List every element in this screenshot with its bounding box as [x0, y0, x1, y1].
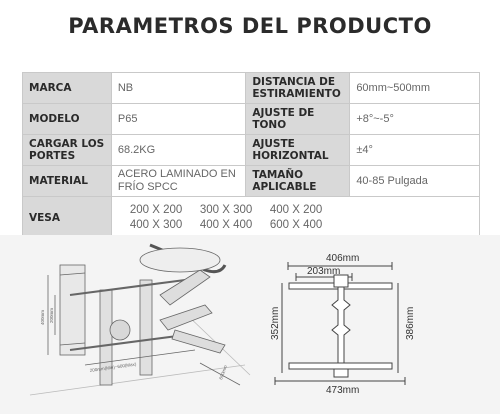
- horizontal-label: AJUSTE HORIZONTAL: [246, 135, 350, 166]
- spec-row: [23, 166, 480, 197]
- arc-bracket: [140, 248, 220, 272]
- dim-right-height: 386mm: [405, 306, 416, 340]
- bracket-right: [140, 280, 152, 375]
- modelo-value: P65: [111, 104, 245, 135]
- tamano-label: TAMAÑO APLICABLE: [246, 166, 350, 197]
- spec-row-vesa: [23, 197, 480, 239]
- vesa-value: 600 X 400: [269, 218, 323, 231]
- spec-row: [23, 135, 480, 166]
- vesa-value: 400 X 200: [269, 203, 323, 216]
- dim-height-label: 400mm: [40, 309, 45, 325]
- vesa-values: [111, 197, 479, 239]
- material-label: MATERIAL: [23, 166, 112, 197]
- vesa-value: 400 X 300: [129, 218, 183, 231]
- dim-top-width: 406mm: [326, 253, 360, 264]
- tamano-value: 40-85 Pulgada: [350, 166, 480, 197]
- spec-row: [23, 73, 480, 104]
- cargar-label: CARGAR LOS PORTES: [23, 135, 112, 166]
- horizontal-value: ±4°: [350, 135, 480, 166]
- pivot-plate: [110, 320, 130, 340]
- wall-plate: [60, 265, 85, 355]
- marca-value: NB: [111, 73, 245, 104]
- bottom-rail: [289, 363, 392, 369]
- cargar-value: 68.2KG: [111, 135, 245, 166]
- vesa-value: 300 X 300: [199, 203, 253, 216]
- spec-row: [23, 104, 480, 135]
- tono-label: AJUSTE DE TONO: [246, 104, 350, 135]
- distancia-value: 60mm~500mm: [350, 73, 480, 104]
- dim-depth-label: 600mm: [218, 364, 229, 381]
- dim-bottom-width: 473mm: [326, 385, 360, 396]
- dim-left-height: 352mm: [270, 306, 281, 340]
- vesa-value: 400 X 400: [199, 218, 253, 231]
- dim-inner-width: 203mm: [307, 266, 341, 277]
- tono-value: +8°~-5°: [350, 104, 480, 135]
- material-value: ACERO LAMINADO EN FRÍO SPCC: [111, 166, 245, 197]
- dim-bottom-label: 200mm(Min)~600(Max): [89, 361, 137, 373]
- marca-label: MARCA: [23, 73, 112, 104]
- vesa-label: VESA: [23, 197, 112, 239]
- dim-inner-label: 200mm: [49, 307, 54, 323]
- page-title: PARAMETROS DEL PRODUCTO: [68, 14, 432, 38]
- diagram-area: [0, 235, 500, 414]
- spec-table: [22, 72, 480, 239]
- vesa-value: 200 X 200: [129, 203, 183, 216]
- distancia-label: DISTANCIA DE ESTIRAMIENTO: [246, 73, 350, 104]
- diagram-svg: [0, 235, 500, 414]
- modelo-label: MODELO: [23, 104, 112, 135]
